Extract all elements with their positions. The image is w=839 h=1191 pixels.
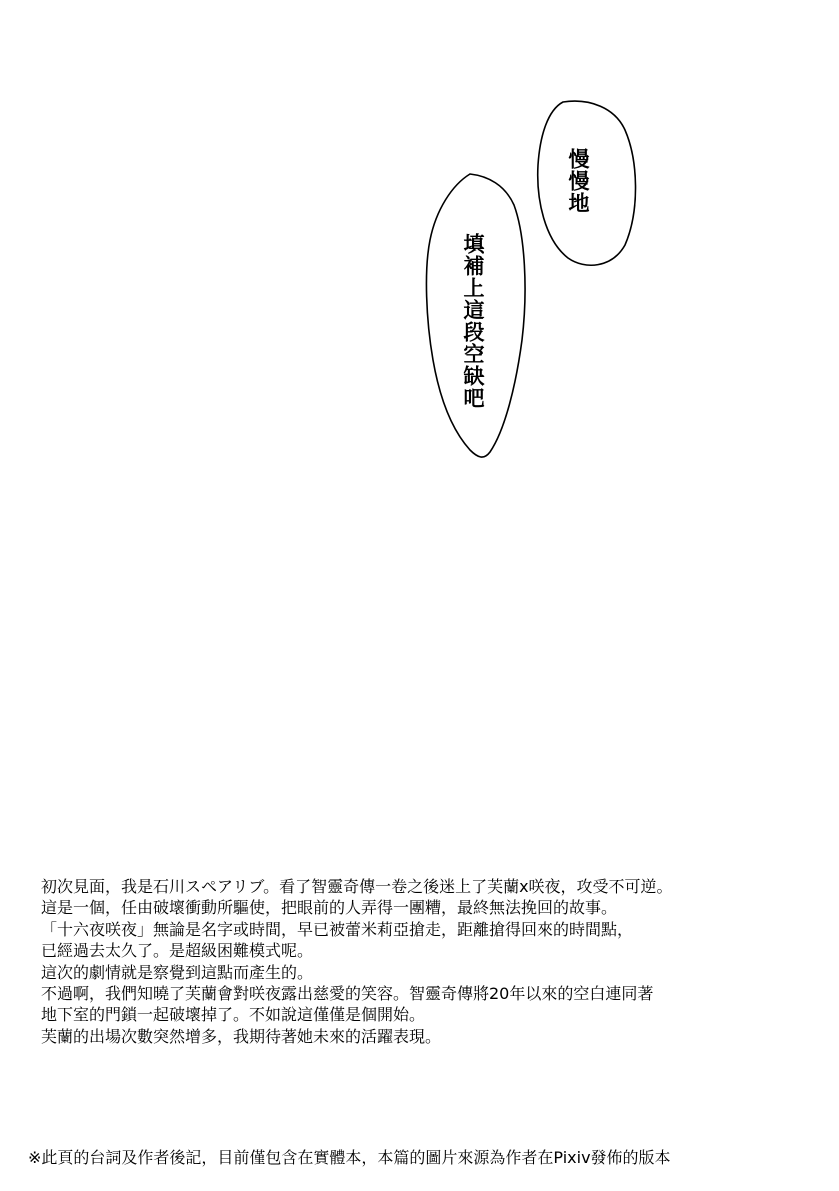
afterword-line: 這是一個，任由破壞衝動所驅使，把眼前的人弄得一團糟，最終無法挽回的故事。 — [41, 898, 618, 918]
afterword-line: 這次的劇情就是察覺到這點而產生的。 — [41, 962, 314, 982]
translator-footnote: ※此頁的台詞及作者後記，目前僅包含在實體本，本篇的圖片來源為作者在Pixiv發佈的版本 — [28, 1148, 671, 1167]
afterword-line: 已經過去太久了。是超級困難模式呢。 — [41, 941, 314, 961]
afterword-line: 不過啊，我們知曉了芙蘭會對咲夜露出慈愛的笑容。智靈奇傳將20年以來的空白連同著 — [41, 984, 654, 1004]
speech-bubble-text-small: 慢慢地 — [566, 148, 590, 214]
afterword-line: 地下室的門鎖一起破壞掉了。不如說這僅僅是個開始。 — [41, 1005, 426, 1025]
afterword-line: 芙蘭的出場次數突然增多，我期待著她未來的活躍表現。 — [41, 1026, 442, 1046]
afterword-line: 初次見面，我是石川スペアリブ。看了智靈奇傳一卷之後迷上了芙蘭x咲夜，攻受不可逆。 — [41, 877, 673, 896]
author-afterword — [41, 876, 821, 1047]
afterword-line: 「十六夜咲夜」無論是名字或時間，早已被蕾米莉亞搶走，距離搶得回來的時間點， — [41, 919, 634, 939]
speech-bubble-text-large: 填補上這段空缺吧 — [461, 233, 485, 409]
